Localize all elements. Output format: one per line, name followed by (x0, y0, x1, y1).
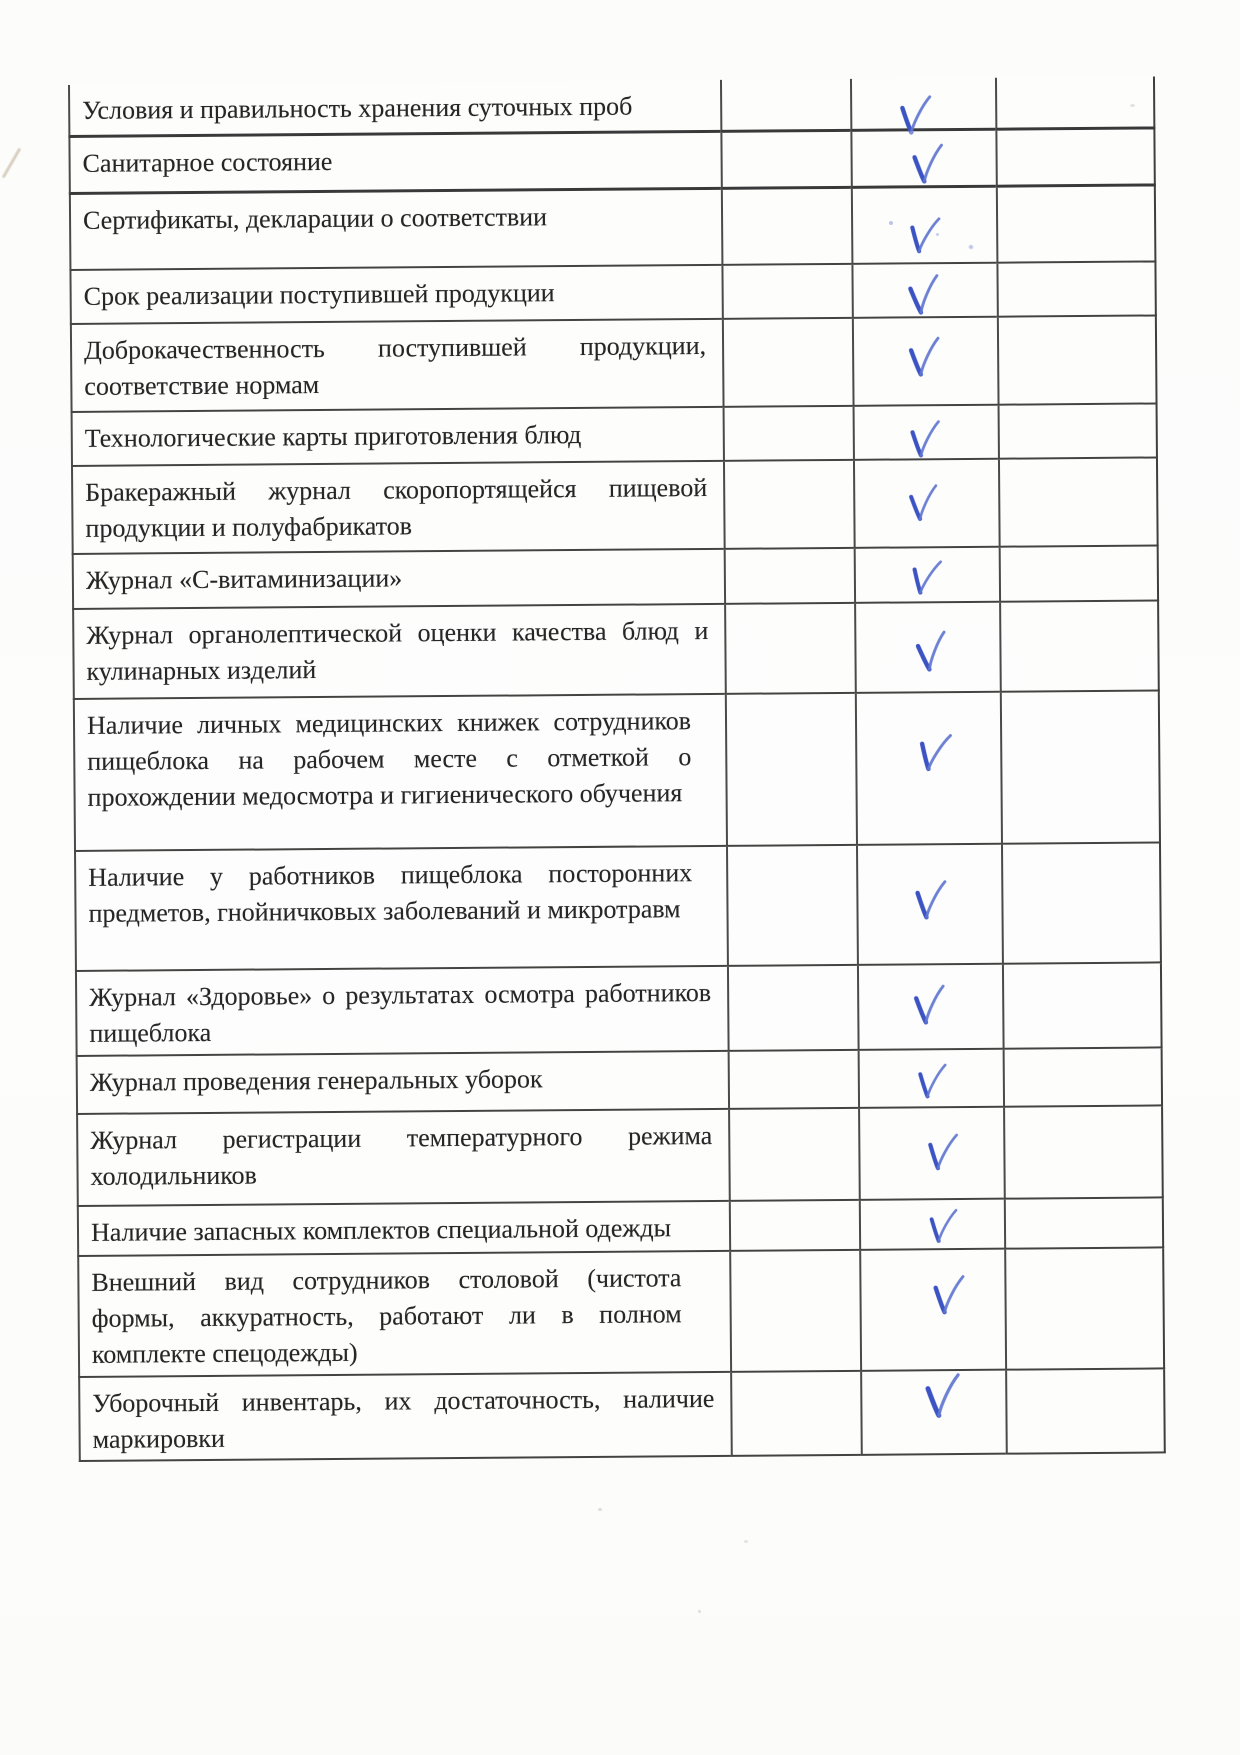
col2-empty-cell (721, 265, 851, 320)
col4-empty-cell (1002, 963, 1163, 1049)
col4-empty-cell (1005, 1369, 1166, 1454)
table-row (78, 1369, 1166, 1460)
handwritten-check-icon (928, 1272, 965, 1317)
check-cell (850, 131, 995, 189)
check-cell (854, 603, 1000, 694)
item-cell (78, 1373, 731, 1462)
item-cell (73, 695, 726, 852)
handwritten-check-icon (910, 628, 949, 675)
check-cell (855, 693, 1001, 846)
table-rotation-wrapper (68, 76, 1166, 1459)
col2-empty-cell (722, 319, 853, 408)
col2-empty-cell (724, 549, 854, 605)
col2-empty-cell (721, 189, 852, 266)
table-row (70, 316, 1158, 413)
checklist-item-label: Уборочный инвентарь, их достаточность, наличие маркировки (92, 1383, 715, 1454)
checklist-item-label: Срок реализации поступившей продукции (83, 278, 555, 311)
table-row (74, 843, 1162, 972)
handwritten-check-icon (924, 1205, 958, 1246)
table-row (68, 129, 1155, 195)
check-cell (854, 548, 999, 604)
handwritten-check-icon (895, 92, 932, 137)
col2-empty-cell (720, 79, 850, 133)
checklist-item-label: Журнал органолептической оценки качества блюд и кулинарных изделий (86, 615, 709, 686)
col4-empty-cell (1004, 1248, 1165, 1370)
col4-empty-cell (998, 458, 1159, 547)
checklist-item-label: Бракеражный журнал скоропортящейся пищевой продукции и полуфабрикатов (85, 472, 708, 543)
checklist-item-label: Журнал «Здоровье» о результатах осмотра работников пищеблока (89, 977, 712, 1048)
checklist-item-label: Наличие личных медицинских книжек сотрудников пищеблока на рабочем месте с отметкой о прохождении медосмотра и гигиенического обучения (86, 706, 692, 812)
handwritten-check-icon (910, 877, 947, 922)
check-cell (859, 1250, 1005, 1372)
ink-speck (936, 233, 939, 236)
check-cell (853, 406, 998, 461)
item-cell (74, 847, 727, 972)
check-cell (857, 965, 1003, 1051)
col4-empty-cell (999, 601, 1160, 692)
table-row (77, 1198, 1164, 1257)
item-cell (75, 967, 728, 1057)
item-cell (72, 605, 725, 700)
col2-empty-cell (724, 604, 855, 695)
handwritten-check-icon (905, 482, 938, 523)
check-cell (852, 318, 998, 407)
col2-empty-cell (725, 694, 856, 847)
col4-empty-cell (999, 546, 1159, 602)
item-cell (71, 408, 723, 467)
col4-empty-cell (1001, 843, 1162, 964)
pen-slash-artifact (2, 148, 22, 179)
checklist-item-label: Санитарное состояние (82, 146, 333, 178)
check-cell (853, 460, 999, 549)
check-cell (856, 845, 1002, 966)
check-cell (858, 1050, 1003, 1109)
handwritten-check-icon (912, 1059, 947, 1101)
checklist-item-label: Журнал проведения генеральных уборок (89, 1064, 543, 1097)
handwritten-check-icon (920, 1370, 961, 1420)
scan-speck (744, 1540, 748, 1543)
item-cell (68, 133, 720, 195)
col4-empty-cell (1003, 1048, 1163, 1107)
col2-empty-cell (728, 1109, 859, 1202)
check-cell (851, 264, 996, 319)
col2-empty-cell (730, 1372, 861, 1457)
col2-empty-cell (723, 407, 853, 462)
checklist-item-label: Доброкачественность поступившей продукции, соответствие нормам (83, 330, 707, 401)
item-cell (76, 1052, 728, 1115)
handwritten-check-icon (905, 417, 940, 460)
checklist-item-label: Наличие запасных комплектов специальной одежды (90, 1213, 672, 1247)
table-row (71, 404, 1158, 467)
item-cell (77, 1252, 730, 1378)
ink-speck (969, 245, 973, 249)
col2-empty-cell (726, 846, 857, 967)
col4-empty-cell (1000, 691, 1161, 844)
col4-empty-cell (997, 316, 1158, 405)
checklist-item-label: Внешний вид сотрудников столовой (чистота формы, аккуратность, работают ли в полном комплекте спецодежды) (91, 1263, 682, 1369)
handwritten-check-icon (922, 1129, 959, 1173)
checklist-item-label: Журнал регистрации температурного режима холодильников (90, 1120, 713, 1191)
col4-empty-cell (1004, 1198, 1164, 1249)
handwritten-check-icon (903, 272, 941, 317)
item-cell (68, 80, 720, 138)
handwritten-check-icon (909, 982, 945, 1026)
col2-empty-cell (720, 132, 850, 190)
handwritten-check-icon (907, 141, 943, 185)
check-cell (859, 1200, 1004, 1251)
item-cell (69, 190, 722, 271)
col2-empty-cell (727, 966, 858, 1052)
col2-empty-cell (728, 1051, 858, 1110)
checklist-item-label: Сертификаты, декларации о соответствии (82, 202, 548, 235)
col4-empty-cell (1003, 1106, 1164, 1199)
item-cell (69, 266, 721, 325)
col4-empty-cell (996, 186, 1157, 263)
checklist-table (68, 76, 1166, 1459)
table-row (73, 691, 1161, 852)
table-row (76, 1048, 1163, 1115)
table-row (76, 1106, 1164, 1207)
item-cell (71, 462, 724, 555)
check-cell (850, 78, 995, 132)
ink-speck (889, 221, 893, 225)
scan-speck (1130, 104, 1135, 107)
checklist-item-label: Журнал «С-витаминизации» (85, 563, 403, 595)
handwritten-check-icon (904, 334, 940, 378)
table-row (69, 262, 1156, 325)
handwritten-check-icon (912, 727, 953, 775)
scan-speck (698, 1610, 701, 1613)
checklist-item-label: Технологические карты приготовления блюд (84, 419, 582, 453)
item-cell (70, 320, 723, 413)
table-row (68, 76, 1155, 138)
col4-empty-cell (995, 129, 1155, 187)
check-cell (860, 1371, 1006, 1456)
table-row (72, 601, 1160, 700)
item-cell (77, 1202, 729, 1257)
col2-empty-cell (729, 1201, 859, 1252)
checklist-item-label: Наличие у работников пищеблока посторонних предметов, гнойничковых заболеваний и микротравм (88, 858, 693, 928)
col4-empty-cell (998, 404, 1158, 459)
check-cell (851, 188, 997, 265)
col2-empty-cell (729, 1251, 860, 1373)
scan-speck (598, 1508, 602, 1511)
table-row (72, 546, 1159, 610)
item-cell (72, 550, 724, 610)
table-row (75, 963, 1163, 1057)
col2-empty-cell (723, 461, 854, 550)
table-row (77, 1248, 1165, 1378)
table-row (71, 458, 1159, 555)
table-row (69, 186, 1157, 271)
item-cell (76, 1110, 729, 1207)
col4-empty-cell (996, 262, 1156, 317)
check-cell (858, 1108, 1004, 1201)
checklist-item-label: Условия и правильность хранения суточных проб (82, 91, 633, 125)
handwritten-check-icon (905, 554, 943, 598)
